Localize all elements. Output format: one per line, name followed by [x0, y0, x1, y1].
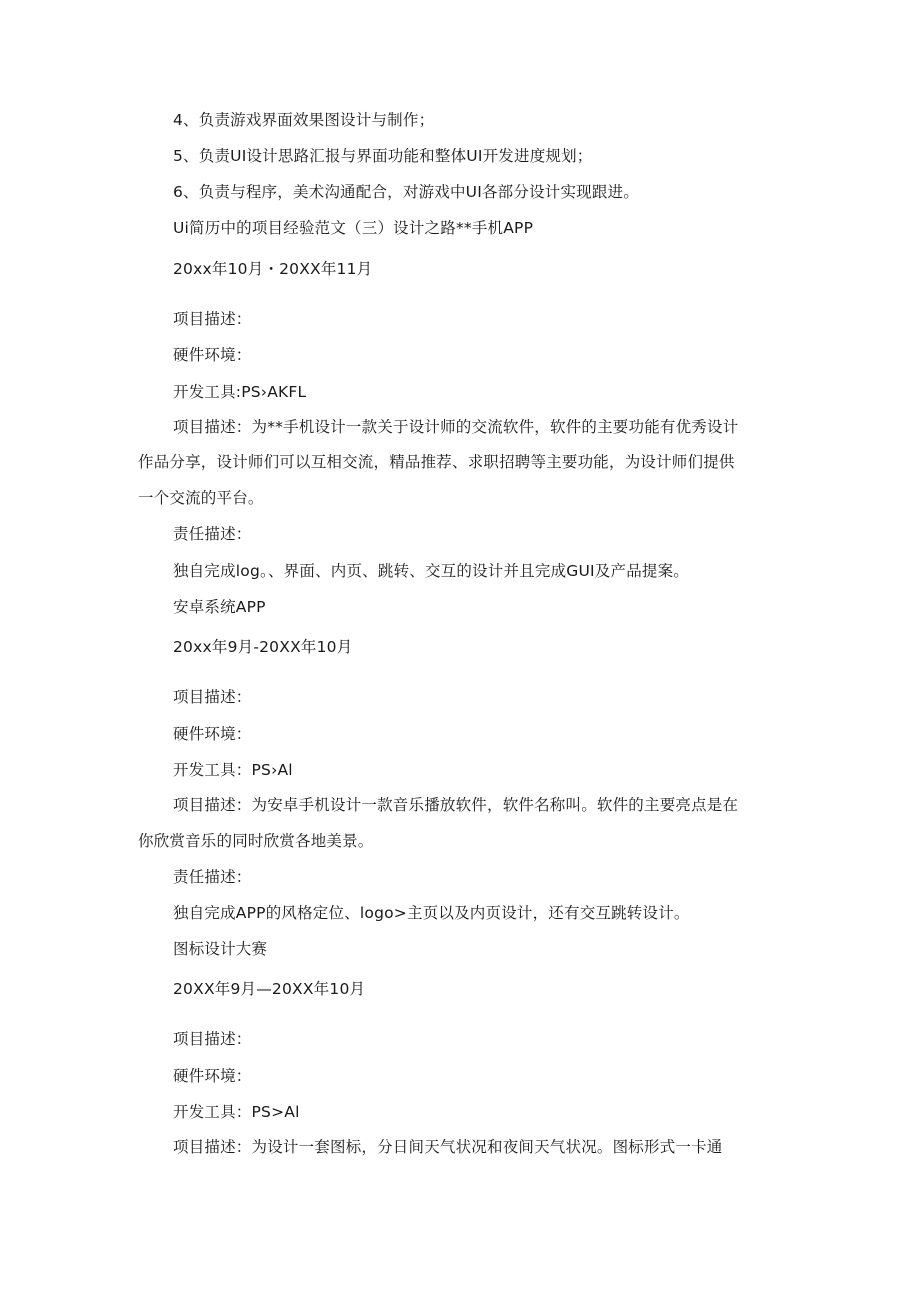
text-line: 责任描述： — [173, 868, 252, 886]
text-line: 独自完成log。、界面、内页、跳转、交互的设计并且完成GUI及产品提案。 — [173, 562, 690, 580]
text-line: 开发工具:PS›AKFL — [173, 383, 307, 401]
text-line: 4、负责游戏界面效果图设计与制作； — [173, 111, 435, 129]
text-line: 项目描述： — [173, 310, 252, 328]
date-range: 20XX年9月—20XX年10月 — [173, 980, 366, 998]
text-line: 开发工具：PS›Al — [173, 761, 293, 779]
text-line: 项目描述： — [173, 1030, 252, 1048]
text-line: 硬件环境： — [173, 725, 252, 743]
text-line: 硬件环境： — [173, 346, 252, 364]
text-line: 一个交流的平台。 — [138, 489, 264, 507]
date-range: 20xx年9月-20XX年10月 — [173, 638, 353, 656]
text-line: 项目描述：为安卓手机设计一款音乐播放软件，软件名称叫。软件的主要亮点是在 — [173, 796, 739, 814]
date-range: 20xx年10月・20XX年11月 — [173, 260, 373, 278]
section-title: Ui简历中的项目经验范文（三）设计之路**手机APP — [173, 219, 534, 237]
text-line: 项目描述：为**手机设计一款关于设计师的交流软件，软件的主要功能有优秀设计 — [173, 418, 739, 436]
text-line: 6、负责与程序，美术沟通配合，对游戏中UI各部分设计实现跟进。 — [173, 183, 639, 201]
text-line: 项目描述：为设计一套图标，分日间天气状况和夜间天气状况。图标形式一卡通 — [173, 1138, 723, 1156]
section-title: 安卓系统APP — [173, 598, 266, 616]
section-title: 图标设计大赛 — [173, 940, 268, 958]
text-line: 你欣赏音乐的同时欣赏各地美景。 — [138, 832, 374, 850]
text-line: 硬件环境： — [173, 1067, 252, 1085]
text-line: 独自完成APP的风格定位、logo>主页以及内页设计，还有交互跳转设计。 — [173, 904, 690, 922]
text-line: 项目描述： — [173, 688, 252, 706]
text-line: 开发工具：PS>Al — [173, 1103, 300, 1121]
text-line: 责任描述： — [173, 525, 252, 543]
text-line: 5、负责UI设计思路汇报与界面功能和整体UI开发进度规划； — [173, 147, 593, 165]
text-line: 作品分享，设计师们可以互相交流，精品推荐、求职招聘等主要功能，为设计师们提供 — [138, 453, 735, 471]
